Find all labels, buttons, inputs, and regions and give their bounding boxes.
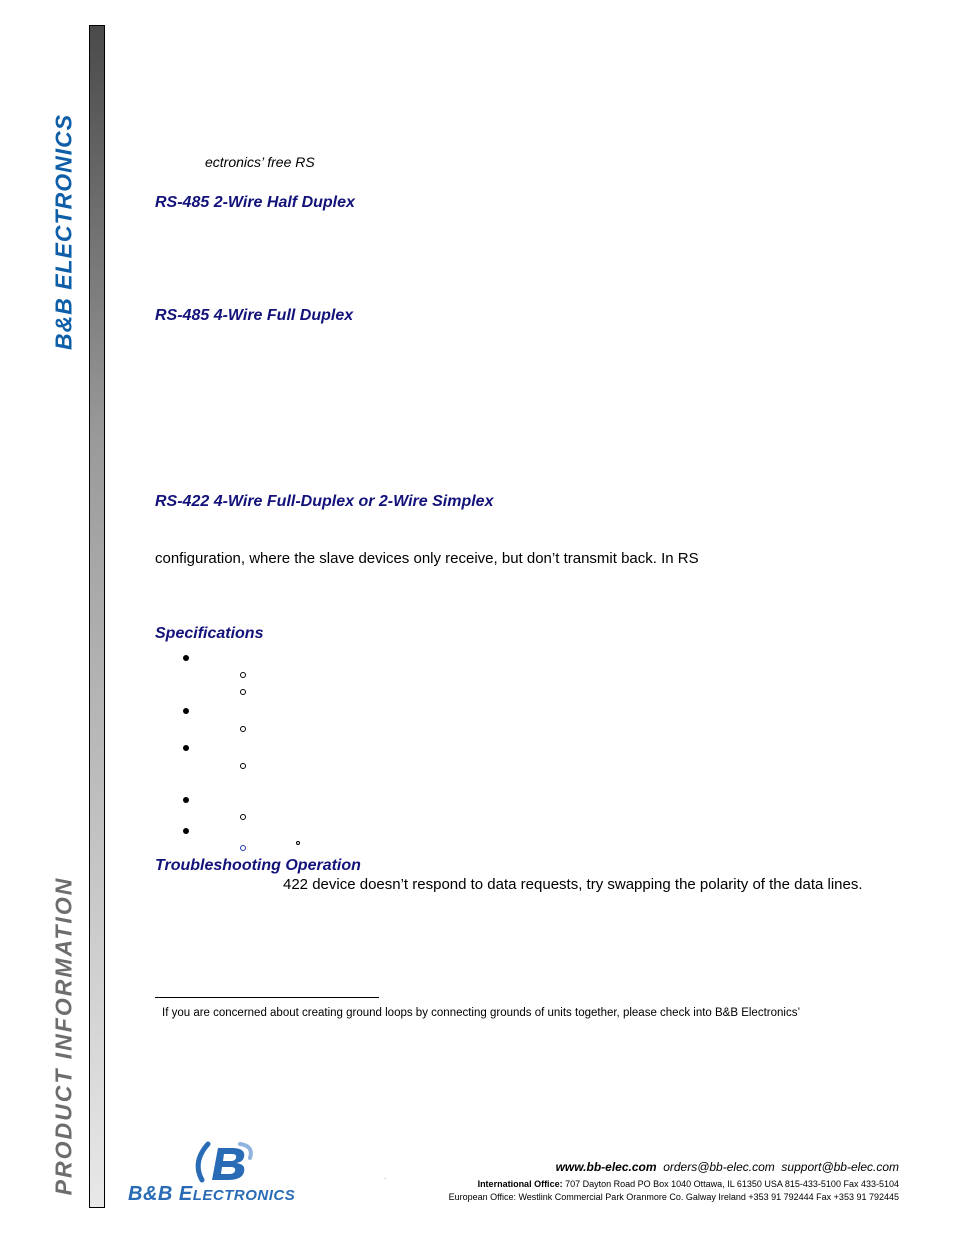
troubleshooting-paragraph: 422 device doesn’t respond to data requests, try swapping the polarity of the data lines.: [283, 876, 863, 893]
heading-troubleshooting: Troubleshooting Operation: [155, 857, 361, 874]
company-logo: [128, 1140, 378, 1208]
logo-wordmark: [128, 1183, 295, 1206]
heading-specifications: Specifications: [155, 625, 264, 642]
footer-support-email[interactable]: support@bb-elec.com: [781, 1160, 899, 1174]
list-bullet: [183, 797, 189, 803]
list-sub-bullet: [240, 689, 246, 695]
list-bullet: [183, 828, 189, 834]
heading-rs485-2wire: RS-485 2-Wire Half Duplex: [155, 194, 355, 211]
list-sub-bullet: [240, 763, 246, 769]
footer-dot: .: [384, 1172, 387, 1181]
sidebar-bar: [89, 25, 105, 1208]
heading-rs485-4wire: RS-485 4-Wire Full Duplex: [155, 307, 354, 324]
list-bullet: [183, 708, 189, 714]
footer-intl-label: International Office:: [477, 1179, 563, 1189]
simplex-paragraph: configuration, where the slave devices only receive, but don’t transmit back. In RS: [155, 550, 699, 567]
list-sub-bullet: [240, 814, 246, 820]
footnote-text: If you are concerned about creating ground loops by connecting grounds of units together, please check into B&B Electronics’: [162, 1007, 801, 1019]
heading-rs422: RS-422 4-Wire Full-Duplex or 2-Wire Simplex: [155, 493, 494, 510]
footer-european-office: European Office: Westlink Commercial Park Oranmore Co. Galway Ireland +353 91 792444 Fax +353 91 792445: [448, 1192, 899, 1202]
footer-contact-line: [556, 1160, 899, 1174]
list-sub-bullet: [296, 841, 300, 845]
bb-logo-icon: [188, 1140, 318, 1185]
sidebar-product-information: PRODUCT INFORMATION: [50, 876, 77, 1196]
list-sub-bullet: [240, 672, 246, 678]
fragment-text: ectronics’ free RS: [205, 154, 315, 170]
footer-website[interactable]: www.bb-elec.com: [555, 1160, 657, 1174]
list-sub-bullet: [240, 726, 246, 732]
list-sub-bullet: [240, 845, 246, 851]
footnote-separator: [155, 997, 379, 998]
logo-wordmark-small: LECTRONICS: [192, 1187, 296, 1204]
footer-orders-email[interactable]: orders@bb-elec.com: [663, 1160, 775, 1174]
list-bullet: [183, 655, 189, 661]
logo-wordmark-large: B&B E: [128, 1183, 193, 1205]
footer-intl-address: 707 Dayton Road PO Box 1040 Ottawa, IL 61350 USA 815-433-5100 Fax 433-5104: [565, 1179, 899, 1189]
sidebar-brand: B&B ELECTRONICS: [50, 113, 77, 351]
footer-international-office: [478, 1179, 899, 1189]
list-bullet: [183, 745, 189, 751]
